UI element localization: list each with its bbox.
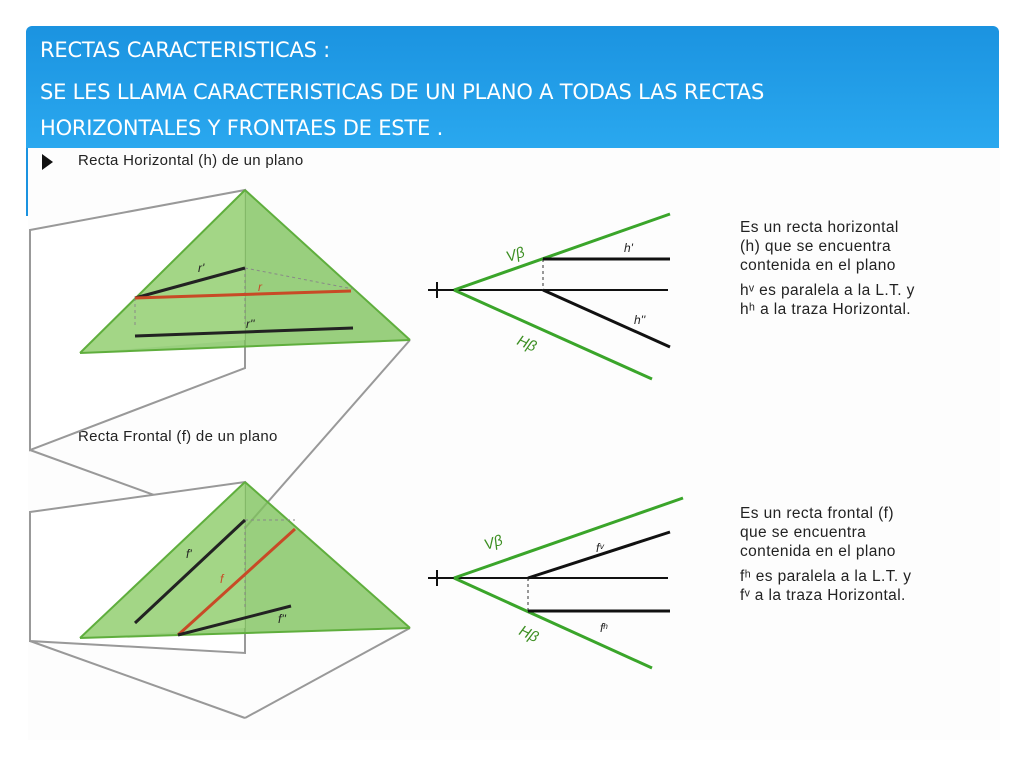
label-h-prime: h' [624, 241, 633, 255]
ground-line [245, 628, 410, 718]
trace-v-beta [454, 214, 670, 290]
description-line: contenida en el plano [740, 257, 896, 274]
description-line: fᵛ a la traza Horizontal. [740, 587, 906, 604]
description-line: (h) que se encuentra [740, 238, 892, 255]
label-f-double-prime: f'' [278, 612, 286, 626]
ground-line [245, 340, 410, 528]
label-f: f [220, 572, 224, 586]
diagram-image [28, 148, 1000, 740]
description-line: que se encuentra [740, 524, 867, 541]
trace-h-beta [454, 578, 652, 668]
label-h-beta: Hβ [516, 622, 542, 647]
projection-horizontal [428, 214, 670, 379]
description-line: contenida en el plano [740, 543, 896, 560]
description-line: fʰ es paralela a la L.T. y [740, 568, 912, 585]
ground-line [30, 641, 245, 718]
label-v-beta: Vβ [481, 531, 505, 554]
label-r-prime: r' [198, 261, 205, 275]
label-f-prime: f' [186, 547, 192, 561]
slide-title: RECTAS CARACTERISTICAS : [40, 38, 331, 62]
label-r: r [258, 280, 262, 294]
section-heading-horizontal: Recta Horizontal (h) de un plano [78, 152, 304, 169]
label-h-beta: Hβ [514, 332, 540, 356]
label-h-double-prime: h'' [634, 313, 646, 327]
description-frontal [740, 504, 911, 605]
projection-f-v [528, 532, 670, 578]
trace-h-beta [454, 290, 652, 379]
description-line: hᵛ es paralela a la L.T. y [740, 282, 915, 299]
label-r-double-prime: r'' [246, 317, 255, 331]
label-f-h: fʰ [600, 621, 608, 635]
projection-frontal [428, 498, 683, 668]
description-line: Es un recta frontal (f) [740, 505, 894, 522]
label-v-beta: Vβ [503, 243, 527, 266]
header-line-2: HORIZONTALES Y FRONTAES DE ESTE . [40, 116, 444, 140]
pyramid-frontal [30, 482, 410, 718]
description-line: Es un recta horizontal [740, 219, 899, 236]
label-f-v: fᵛ [596, 541, 604, 555]
pyramid-horizontal [30, 190, 410, 528]
description-horizontal [740, 218, 915, 319]
section-heading-frontal: Recta Frontal (f) de un plano [78, 428, 278, 445]
description-line: hʰ a la traza Horizontal. [740, 301, 912, 318]
header-line-1: SE LES LLAMA CARACTERISTICAS DE UN PLANO A TODAS LAS RECTAS [40, 80, 765, 104]
slide-header [26, 26, 999, 148]
